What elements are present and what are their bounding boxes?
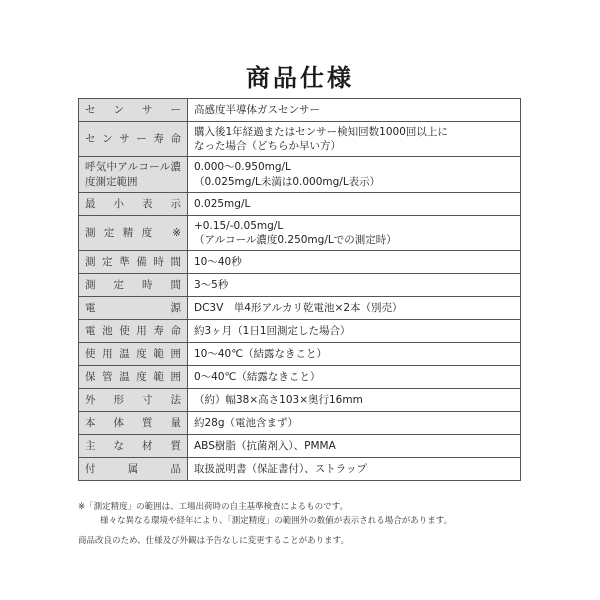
spec-row <box>79 99 521 122</box>
spec-value-line: 0〜40℃（結露なきこと） <box>194 370 321 383</box>
spec-row <box>79 215 521 250</box>
footnote-accuracy-detail: 様々な異なる環境や経年により、「測定精度」の範囲外の数値が表示される場合があります。 <box>100 516 453 527</box>
spec-row <box>79 251 521 274</box>
spec-value <box>188 99 521 122</box>
spec-label: センサー寿命 <box>79 122 188 157</box>
spec-label: 電源 <box>79 297 188 320</box>
spec-label: 保管温度範囲 <box>79 366 188 389</box>
spec-row <box>79 122 521 157</box>
spec-label: 外形寸法 <box>79 389 188 412</box>
spec-value-line: 0.025mg/L <box>194 197 251 210</box>
spec-value <box>188 458 521 481</box>
spec-table <box>78 98 521 481</box>
spec-value-line: ABS樹脂（抗菌剤入）、PMMA <box>194 439 336 452</box>
spec-row <box>79 274 521 297</box>
spec-value <box>188 412 521 435</box>
spec-row <box>79 297 521 320</box>
spec-label: 最小表示 <box>79 192 188 215</box>
spec-value <box>188 251 521 274</box>
spec-value-line: +0.15/-0.05mg/L <box>194 219 284 232</box>
spec-value-line: 約3ヶ月（1日1回測定した場合） <box>194 324 351 337</box>
spec-row <box>79 343 521 366</box>
spec-label: 主な材質 <box>79 435 188 458</box>
spec-value-line: 0.000〜0.950mg/L <box>194 161 291 174</box>
spec-value-line: 購入後1年経過またはセンサー検知回数1000回以上に <box>194 126 448 138</box>
spec-row <box>79 320 521 343</box>
spec-label: 測定時間 <box>79 274 188 297</box>
spec-label: 電池使用寿命 <box>79 320 188 343</box>
spec-label: 本体質量 <box>79 412 188 435</box>
spec-value-line: 3〜5秒 <box>194 278 229 291</box>
spec-value-line: 取扱説明書（保証書付）、ストラップ <box>194 462 368 475</box>
spec-value <box>188 343 521 366</box>
spec-row <box>79 435 521 458</box>
spec-value-line: 10〜40秒 <box>194 255 242 268</box>
footnotes <box>78 500 528 548</box>
spec-value <box>188 157 521 192</box>
spec-value <box>188 215 521 250</box>
footnote-change-notice: 商品改良のため、仕様及び外観は予告なしに変更することがあります。 <box>78 536 349 547</box>
spec-row <box>79 412 521 435</box>
spec-label: 測定精度 ※ <box>79 215 188 250</box>
spec-value <box>188 435 521 458</box>
spec-value <box>188 366 521 389</box>
spec-value-line: 高感度半導体ガスセンサー <box>194 103 320 116</box>
page-title: 商品仕様 <box>246 64 354 92</box>
spec-row <box>79 389 521 412</box>
spec-label: 測定準備時間 <box>79 251 188 274</box>
spec-value-line: （約）幅38×高さ103×奥行16mm <box>194 393 363 406</box>
spec-label: 呼気中アルコール濃度測定範囲 <box>79 157 188 192</box>
spec-value <box>188 192 521 215</box>
spec-label: 使用温度範囲 <box>79 343 188 366</box>
spec-value-line: 約28g（電池含まず） <box>194 416 299 429</box>
spec-label: センサー <box>79 99 188 122</box>
footnote-accuracy: ※「測定精度」の範囲は、工場出荷時の自主基準検査によるものです。 <box>78 502 348 512</box>
spec-value-line: （アルコール濃度0.250mg/Lでの測定時） <box>194 233 397 246</box>
spec-value <box>188 274 521 297</box>
spec-row <box>79 458 521 481</box>
spec-value <box>188 297 521 320</box>
spec-row <box>79 192 521 215</box>
spec-value <box>188 389 521 412</box>
spec-value-line: （0.025mg/L未満は0.000mg/L表示） <box>194 175 381 188</box>
spec-value <box>188 122 521 157</box>
spec-label: 付属品 <box>79 458 188 481</box>
spec-row <box>79 366 521 389</box>
spec-value-line: 10〜40℃（結露なきこと） <box>194 347 328 360</box>
spec-value-line: なった場合（どちらか早い方） <box>194 140 341 153</box>
spec-value-line: DC3V 単4形アルカリ乾電池×2本（別売） <box>194 301 403 314</box>
spec-row <box>79 157 521 192</box>
spec-value <box>188 320 521 343</box>
